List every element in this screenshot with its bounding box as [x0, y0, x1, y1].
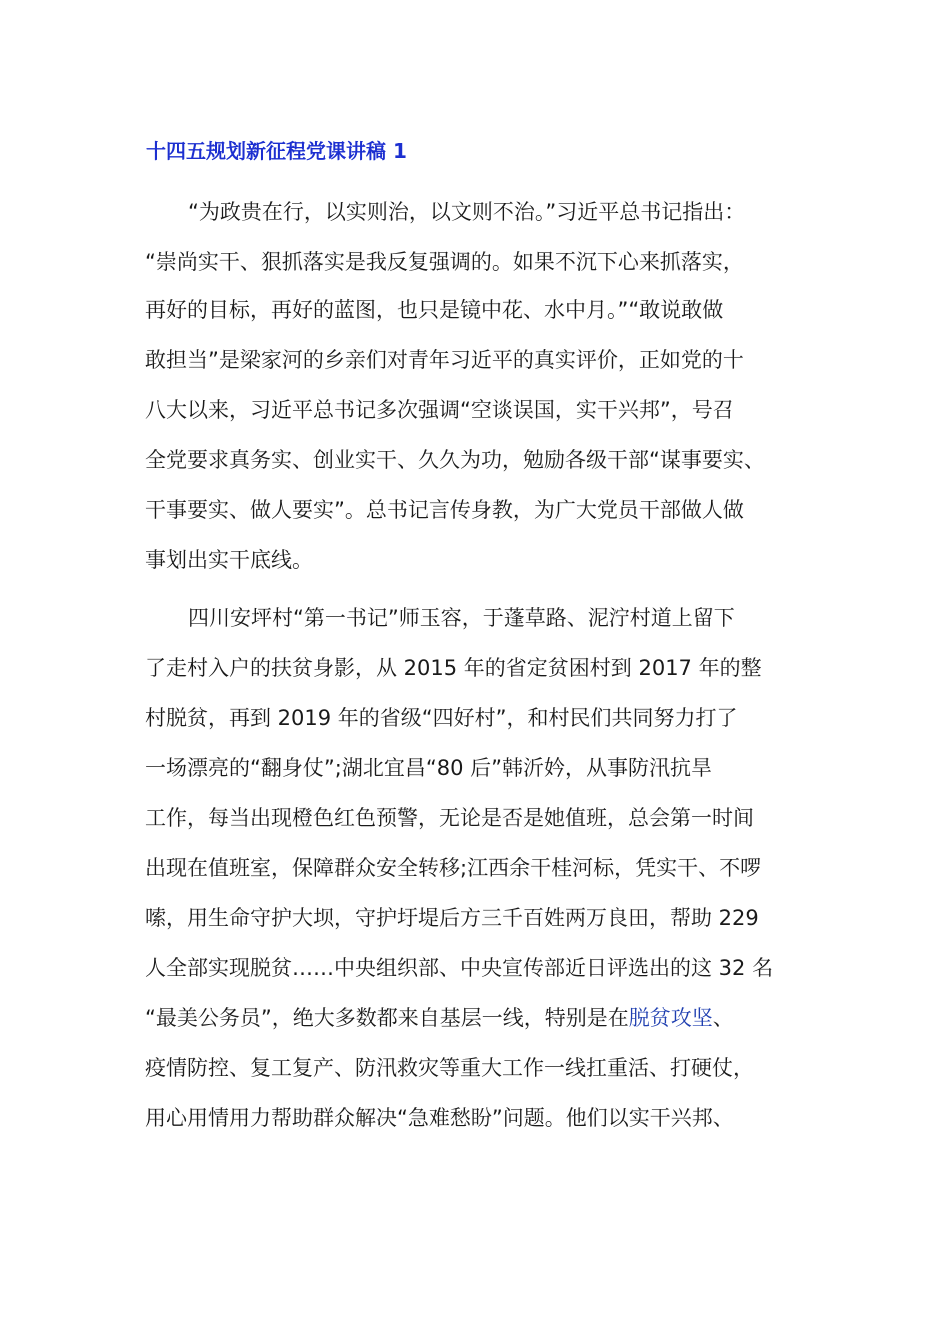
paragraph-1-line: 八大以来，习近平总书记多次强调“空谈误国，实干兴邦”，号召: [145, 398, 734, 422]
paragraph-2-line: 四川安坪村“第一书记”师玉容，于蓬草路、泥泞村道上留下: [188, 606, 735, 630]
paragraph-2-line: 出现在值班室，保障群众安全转移;江西余干桂河标，凭实干、不啰: [145, 856, 762, 880]
paragraph-1-line: 再好的目标，再好的蓝图，也只是镜中花、水中月。”“敢说敢做: [145, 298, 724, 322]
paragraph-1-line: “为政贵在行，以实则治，以文则不治。”习近平总书记指出：: [188, 200, 746, 224]
paragraph-2-line: 工作，每当出现橙色红色预警，无论是否是她值班，总会第一时间: [145, 806, 754, 830]
paragraph-2-line: 村脱贫，再到 2019 年的省级“四好村”，和村民们共同努力打了: [145, 706, 738, 730]
paragraph-1-line: 全党要求真务实、创业实干、久久为功，勉励各级干部“谋事要实、: [145, 448, 765, 472]
paragraph-1-line: “崇尚实干、狠抓落实是我反复强调的。如果不沉下心来抓落实，: [145, 250, 744, 274]
paragraph-2-line: 了走村入户的扶贫身影，从 2015 年的省定贫困村到 2017 年的整: [145, 656, 762, 680]
poverty-alleviation-link[interactable]: 脱贫攻坚: [628, 1006, 713, 1030]
line-text-tail: 、: [712, 1006, 734, 1030]
paragraph-1-line: 事划出实干底线。: [145, 548, 313, 572]
paragraph-2-line: 人全部实现脱贫……中央组织部、中央宣传部近日评选出的这 32 名: [145, 956, 774, 980]
paragraph-2-line: 嗦，用生命守护大坝，守护圩堤后方三千百姓两万良田，帮助 229: [145, 906, 759, 930]
document-title: 十四五规划新征程党课讲稿 1: [146, 139, 407, 163]
paragraph-2-line: 一场漂亮的“翻身仗”;湖北宜昌“80 后”韩沂妗，从事防汛抗旱: [145, 756, 712, 780]
paragraph-1-line: 敢担当”是梁家河的乡亲们对青年习近平的真实评价，正如党的十: [145, 348, 744, 372]
paragraph-2-line: 疫情防控、复工复产、防汛救灾等重大工作一线扛重活、打硬仗，: [145, 1056, 754, 1080]
line-text: “最美公务员”，绝大多数都来自基层一线，特别是在: [145, 1006, 629, 1030]
paragraph-1-line: 干事要实、做人要实”。总书记言传身教，为广大党员干部做人做: [145, 498, 744, 522]
paragraph-2-line: 用心用情用力帮助群众解决“急难愁盼”问题。他们以实干兴邦、: [145, 1106, 734, 1130]
paragraph-2-line-with-link: [145, 1000, 734, 1036]
